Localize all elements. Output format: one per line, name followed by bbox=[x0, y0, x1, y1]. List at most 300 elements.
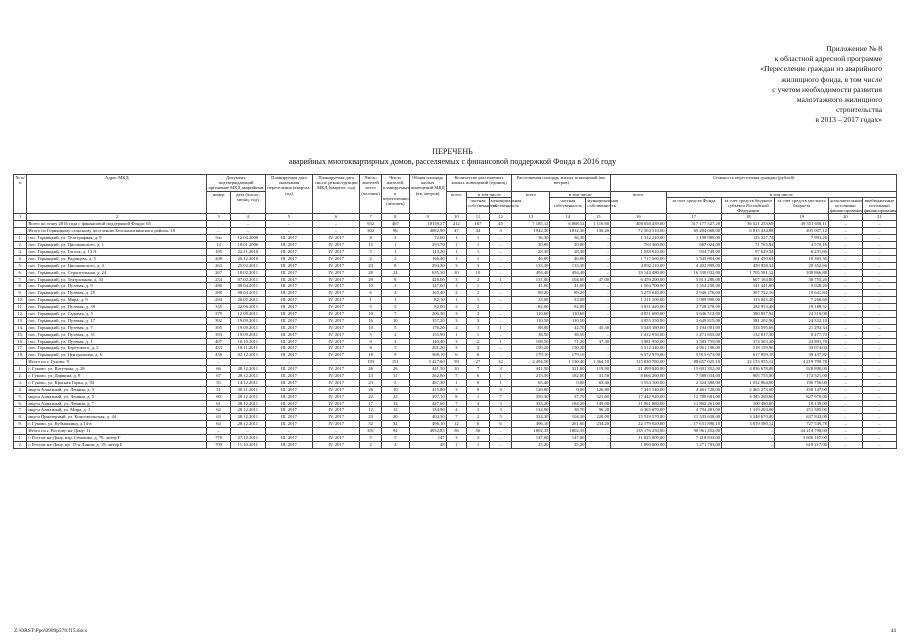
cell-dem: IV. 2017 bbox=[313, 393, 360, 400]
column-number: 17 bbox=[666, 214, 721, 221]
cell-ap: 38,50 bbox=[550, 331, 586, 338]
cell-rp: 3 bbox=[467, 435, 490, 442]
cell-no: 1. bbox=[14, 366, 27, 373]
cell-cl: 3 606 167,00 bbox=[775, 435, 828, 442]
column-number: 21 bbox=[862, 214, 896, 221]
cell-res: 32 bbox=[360, 421, 382, 428]
cell-dem: IV. 2017 bbox=[313, 235, 360, 242]
cell-ce: – bbox=[828, 386, 862, 393]
cell-end: III. 2017 bbox=[265, 269, 312, 276]
table-row bbox=[14, 317, 897, 324]
cell-plan: 151 bbox=[381, 359, 409, 366]
cell-cf: 11 862 261,00 bbox=[666, 400, 721, 407]
cell-cf: 3 649 815,00 bbox=[666, 317, 721, 324]
cell-ce: – bbox=[828, 290, 862, 297]
cell-cr: 381 202,90 bbox=[722, 317, 775, 324]
cell-no: 3. bbox=[14, 379, 27, 386]
cell-res: 22 bbox=[360, 393, 382, 400]
column-number-row bbox=[14, 214, 897, 221]
cell-dem: IV. 2017 bbox=[313, 283, 360, 290]
cell-area: 147 bbox=[409, 435, 446, 442]
cell-ct: 115 030 780,00 bbox=[611, 359, 666, 366]
cell-dem: IV. 2017 bbox=[313, 421, 360, 428]
cell-date: – bbox=[230, 228, 265, 235]
cell-at: 38,50 bbox=[512, 331, 550, 338]
cell-ct: 4 055 350,00 bbox=[611, 317, 666, 324]
column-number: 4 bbox=[230, 214, 265, 221]
cell-plan: 2 bbox=[381, 331, 409, 338]
cell-end: III. 2017 bbox=[265, 235, 312, 242]
cell-res: 15 bbox=[360, 242, 382, 249]
cell-ce: – bbox=[828, 269, 862, 276]
cell-at: 65,40 bbox=[512, 379, 550, 386]
cell-ap: 28,30 bbox=[550, 248, 586, 255]
cell-ap: 20,80 bbox=[550, 242, 586, 249]
cell-num: 288 bbox=[207, 290, 231, 297]
cell-rt: 3 bbox=[446, 435, 467, 442]
cell-at: 147,00 bbox=[512, 435, 550, 442]
cell-area: 72,60 bbox=[409, 235, 446, 242]
cell-ct: 4 892 110,00 bbox=[611, 262, 666, 269]
cell-cf: 3 583 755,00 bbox=[666, 338, 721, 345]
cell-rp: 2 bbox=[467, 338, 490, 345]
cell-plan: 1 bbox=[381, 242, 409, 249]
cell-cl: 24 310,08 bbox=[775, 311, 828, 318]
cell-ct: 72 504 510,00 bbox=[611, 228, 666, 235]
cell-ce: – bbox=[828, 283, 862, 290]
cell-plan: 467 bbox=[381, 221, 409, 228]
cell-ct: 1 890 000,00 bbox=[611, 441, 666, 448]
cell-rm: – bbox=[489, 428, 512, 435]
cell-end: III. 2017 bbox=[265, 255, 312, 262]
cell-dem: IV. 2017 bbox=[313, 400, 360, 407]
cell-res: 13 bbox=[360, 373, 382, 380]
cell-cr: 4 836 678,00 bbox=[722, 366, 775, 373]
cell-area: 467,30 bbox=[409, 379, 446, 386]
cell-at: 126,80 bbox=[512, 386, 550, 393]
cell-date: 12.04.2000 bbox=[230, 235, 265, 242]
cell-co: – bbox=[862, 435, 896, 442]
cell-cl: 10 305,36 bbox=[775, 255, 828, 262]
cell-rm: – bbox=[489, 262, 512, 269]
cell-date: 19.09.2011 bbox=[230, 317, 265, 324]
cell-rt: 212 bbox=[446, 221, 467, 228]
header-area-municipal: муниципальная собственность bbox=[586, 197, 611, 214]
cell-ap: 46,80 bbox=[550, 255, 586, 262]
cell-co: – bbox=[862, 311, 896, 318]
cell-cl: 19 139,00 bbox=[775, 400, 828, 407]
table-row bbox=[14, 386, 897, 393]
cell-cr: 617 859,18 bbox=[722, 352, 775, 359]
cell-dem: IV. 2017 bbox=[313, 304, 360, 311]
cell-rt: 1 bbox=[446, 297, 467, 304]
cell-no: 3. bbox=[14, 248, 27, 255]
table-row bbox=[14, 331, 897, 338]
cell-end: – bbox=[265, 359, 312, 366]
cell-rm: – bbox=[489, 248, 512, 255]
cell-no: 2. bbox=[14, 373, 27, 380]
cell-area: 166,40 bbox=[409, 255, 446, 262]
cell-co: – bbox=[862, 228, 896, 235]
table-row bbox=[14, 248, 897, 255]
cell-addr: пос. Горняцкий, ул. Путевая, д. 25 bbox=[27, 290, 207, 297]
cell-res: 18 bbox=[360, 352, 382, 359]
table-row bbox=[14, 400, 897, 407]
cell-ce: – bbox=[828, 379, 862, 386]
cell-addr: Итого по Горняцкому сельскому поселению Белокалитвинского района: 18 bbox=[27, 228, 207, 235]
cell-rt: 59 bbox=[446, 359, 467, 366]
cell-res: 17 bbox=[360, 400, 382, 407]
header-cost-extra: дополнительные источники финансирования bbox=[829, 197, 863, 214]
cell-cl: 7 266,60 bbox=[775, 297, 828, 304]
table-row bbox=[14, 345, 897, 352]
cell-dem: IV. 2017 bbox=[313, 311, 360, 318]
cell-area: 4082,90 bbox=[409, 228, 446, 235]
cell-rp: 2 bbox=[467, 414, 490, 421]
cell-ce: – bbox=[828, 331, 862, 338]
column-number: 10 bbox=[446, 214, 467, 221]
cell-rt: 3 bbox=[446, 317, 467, 324]
header-area: Расселяемая площадь жилых помещений (кв. метров) bbox=[512, 175, 611, 192]
cell-dem: IV. 2017 bbox=[313, 317, 360, 324]
cell-co: – bbox=[862, 400, 896, 407]
cell-area: 294,30 bbox=[409, 262, 446, 269]
cell-cf: 687 024,00 bbox=[666, 242, 721, 249]
cell-ce: – bbox=[828, 297, 862, 304]
cell-rt: 2 bbox=[446, 304, 467, 311]
appendix-line: жилищного фонда, в том числе bbox=[781, 74, 882, 84]
cell-am: 65,40 bbox=[586, 379, 611, 386]
cell-rp: 1 bbox=[467, 393, 490, 400]
cell-ap: 104,00 bbox=[550, 276, 586, 283]
column-number: 12 bbox=[489, 214, 512, 221]
cell-ap: 0,00 bbox=[550, 386, 586, 393]
cell-cf: 1 198 989,00 bbox=[666, 235, 721, 242]
column-number: 1 bbox=[14, 214, 27, 221]
cell-addr: пос. Горняцкий, ул. Мира, д. 9 bbox=[27, 297, 207, 304]
cell-plan: 5 bbox=[381, 345, 409, 352]
cell-num: 433 bbox=[207, 345, 231, 352]
table-row bbox=[14, 414, 897, 421]
cell-num: 61 bbox=[207, 400, 231, 407]
cell-res: 26 bbox=[360, 366, 382, 373]
cell-plan: 94 bbox=[381, 428, 409, 435]
cell-at: 1942,30 bbox=[512, 228, 550, 235]
cell-rp: 1 bbox=[467, 255, 490, 262]
cell-num: 51 bbox=[207, 386, 231, 393]
cell-no: 1. bbox=[14, 435, 27, 442]
cell-addr: пос. Горняцкий, ул. Путевая, д. 1 bbox=[27, 338, 207, 345]
cell-plan: 5 bbox=[381, 435, 409, 442]
cell-end: III. 2017 bbox=[265, 276, 312, 283]
cell-am: 126,80 bbox=[586, 386, 611, 393]
cell-cl: 29 352,66 bbox=[775, 262, 828, 269]
cell-rm: 3 bbox=[489, 407, 512, 414]
cell-cl: 928 890,00 bbox=[775, 366, 828, 373]
cell-ap: 41,00 bbox=[550, 283, 586, 290]
cell-am: 119,90 bbox=[586, 366, 611, 373]
cell-rp: 1 bbox=[467, 441, 490, 448]
table-row bbox=[14, 242, 897, 249]
cell-rm: – bbox=[489, 311, 512, 318]
cell-rp: 6 bbox=[467, 373, 490, 380]
cell-ce: – bbox=[828, 400, 862, 407]
cell-res: 23 bbox=[360, 414, 382, 421]
cell-date: 12.09.2011 bbox=[230, 311, 265, 318]
cell-cr: 71 765,84 bbox=[722, 242, 775, 249]
cell-res: 26 bbox=[360, 386, 382, 393]
cell-ap: 182,00 bbox=[550, 373, 586, 380]
cell-at: 1802,35 bbox=[512, 428, 550, 435]
cell-at: 88,00 bbox=[512, 324, 550, 331]
cell-addr: мкр-н Алмазный, ул. Ленина, д. 3 bbox=[27, 386, 207, 393]
cell-rm: – bbox=[489, 235, 512, 242]
cell-no: 2. bbox=[14, 242, 27, 249]
cell-no: 4. bbox=[14, 255, 27, 262]
cell-co: – bbox=[862, 441, 896, 448]
cell-am: 321,60 bbox=[586, 393, 611, 400]
cell-rt: 1 bbox=[446, 441, 467, 448]
cell-rt: 1 bbox=[446, 331, 467, 338]
cell-at: 82,00 bbox=[512, 304, 550, 311]
cell-dem: IV. 2017 bbox=[313, 324, 360, 331]
cell-dem: IV. 2017 bbox=[313, 435, 360, 442]
cell-ap: 0,00 bbox=[550, 379, 586, 386]
header-area-incl: в том числе bbox=[550, 191, 611, 197]
cell-cl: 7 993,26 bbox=[775, 235, 828, 242]
table-row bbox=[14, 441, 897, 448]
cell-num: 67 bbox=[207, 373, 231, 380]
cell-addr: г. Ростов-на-Дону, пр. 15-я Линия, д. 19, литер Б bbox=[27, 441, 207, 448]
cell-res: 12 bbox=[360, 407, 382, 414]
cell-cl: 4 570,16 bbox=[775, 242, 828, 249]
cell-no bbox=[14, 221, 27, 228]
cell-addr: пос. Горняцкий, ул. Циолковского, д. 3 bbox=[27, 262, 207, 269]
cell-at: 213,50 bbox=[512, 373, 550, 380]
cell-res: 16 bbox=[360, 317, 382, 324]
cell-ap: 82,00 bbox=[550, 304, 586, 311]
cell-rt: 12 bbox=[446, 421, 467, 428]
table-row bbox=[14, 338, 897, 345]
cell-at: 359,30 bbox=[512, 393, 550, 400]
cell-res: 2 bbox=[360, 441, 382, 448]
cell-no: 16. bbox=[14, 338, 27, 345]
cell-no: 1. bbox=[14, 235, 27, 242]
cell-ct: 8 666 260,00 bbox=[611, 373, 666, 380]
column-number: 13 bbox=[512, 214, 550, 221]
cell-ct: 763 360,00 bbox=[611, 242, 666, 249]
cell-num: 14 bbox=[207, 242, 231, 249]
cell-no: 10. bbox=[14, 297, 27, 304]
cell-plan: 10 bbox=[381, 386, 409, 393]
header-rooms-incl: в том числе bbox=[467, 191, 512, 197]
cell-am: – bbox=[586, 262, 611, 269]
cell-ct: 7 345 140,00 bbox=[611, 386, 666, 393]
cell-plan: 10 bbox=[381, 317, 409, 324]
cell-area: 3 427,60 bbox=[409, 359, 446, 366]
cell-cl: 618 217,00 bbox=[775, 441, 828, 448]
table-row bbox=[14, 221, 897, 228]
cell-plan: 20 bbox=[381, 414, 409, 421]
cell-rm: 3 bbox=[489, 400, 512, 407]
cell-cf: 4 402 899,00 bbox=[666, 262, 721, 269]
cell-rm: – bbox=[489, 283, 512, 290]
cell-at: 494,40 bbox=[512, 269, 550, 276]
cell-cf: 4 461 720,00 bbox=[666, 386, 721, 393]
cell-rp: 0 bbox=[467, 379, 490, 386]
cell-rt: 10 bbox=[446, 269, 467, 276]
cell-ce: – bbox=[828, 421, 862, 428]
cell-end: – bbox=[265, 428, 312, 435]
column-number: 5 bbox=[265, 214, 312, 221]
column-number: 11 bbox=[467, 214, 490, 221]
cell-date: – bbox=[230, 221, 265, 228]
cell-plan: 9 bbox=[381, 352, 409, 359]
cell-cr: 100 480,00 bbox=[722, 400, 775, 407]
cell-ce: – bbox=[828, 414, 862, 421]
cell-addr: мкр-н Алмазный, ул. Мира, д. 3 bbox=[27, 407, 207, 414]
cell-no: 15. bbox=[14, 331, 27, 338]
cell-rp: 2 bbox=[467, 276, 490, 283]
cell-cf: 2 946 276,00 bbox=[666, 290, 721, 297]
cell-ct: 3 031 420,00 bbox=[611, 304, 666, 311]
cell-cf: 2 728 278,00 bbox=[666, 304, 721, 311]
cell-plan: 5 bbox=[381, 379, 409, 386]
cell-no: 4. bbox=[14, 386, 27, 393]
cell-plan: 2 bbox=[381, 283, 409, 290]
cell-cr: 3 819 580,12 bbox=[722, 421, 775, 428]
cell-plan: 11 bbox=[381, 373, 409, 380]
cell-num: 458 bbox=[207, 352, 231, 359]
cell-co: – bbox=[862, 304, 896, 311]
cell-num: 64 bbox=[207, 421, 231, 428]
cell-at: 89,20 bbox=[512, 290, 550, 297]
cell-rt: 1 bbox=[446, 283, 467, 290]
cell-num: 267 bbox=[207, 269, 231, 276]
cell-ct: 11 961 880,00 bbox=[611, 400, 666, 407]
cell-res: 6 bbox=[360, 290, 382, 297]
cell-rt: 2 bbox=[446, 290, 467, 297]
cell-cr: 1 032 964,00 bbox=[722, 379, 775, 386]
cell-rt: 1 bbox=[446, 242, 467, 249]
cell-ct: 3 273 640,00 bbox=[611, 290, 666, 297]
cell-rm: – bbox=[489, 352, 512, 359]
cell-rm: 1 bbox=[489, 338, 512, 345]
cell-plan: 2 bbox=[381, 255, 409, 262]
cell-addr: пос. Горняцкий, ул. Путевая, д. 9 bbox=[27, 283, 207, 290]
cell-cr: 113 843,40 bbox=[722, 297, 775, 304]
cell-addr: Итого по г. Гуково: 9 bbox=[27, 359, 207, 366]
appendix-line: малоэтажного жилищного bbox=[796, 95, 882, 105]
cell-am: 31,50 bbox=[586, 373, 611, 380]
column-number: 9 bbox=[409, 214, 446, 221]
cell-date: 18.02.2011 bbox=[230, 269, 265, 276]
cell-cr: 518 159,96 bbox=[722, 345, 775, 352]
cell-ap: 42,70 bbox=[550, 324, 586, 331]
cell-dem: – bbox=[313, 428, 360, 435]
cell-res: 8 bbox=[360, 235, 382, 242]
cell-ce: – bbox=[828, 366, 862, 373]
cell-ap: 110,50 bbox=[550, 317, 586, 324]
cell-cl: 18 188,52 bbox=[775, 304, 828, 311]
header-cost-fund: за счет средств Фонда bbox=[666, 197, 721, 214]
cell-plan: 8 bbox=[381, 262, 409, 269]
cell-at: 110,60 bbox=[512, 311, 550, 318]
cell-rm: – bbox=[489, 345, 512, 352]
cell-addr: пос. Горняцкий, ул. Строительная, д. 24 bbox=[27, 269, 207, 276]
cell-cl: 9 028,20 bbox=[775, 283, 828, 290]
cell-num: 392 bbox=[207, 317, 231, 324]
cell-ce: – bbox=[828, 393, 862, 400]
cell-co: – bbox=[862, 262, 896, 269]
cell-cf: 1 271 655,00 bbox=[666, 331, 721, 338]
cell-date: 28.12.2011 bbox=[230, 366, 265, 373]
cell-cr: 307 722,16 bbox=[722, 290, 775, 297]
cell-am: – bbox=[586, 255, 611, 262]
cell-rm: 3 bbox=[489, 366, 512, 373]
cell-num: 294 bbox=[207, 297, 231, 304]
cell-num: 395 bbox=[207, 324, 231, 331]
column-number: 6 bbox=[313, 214, 360, 221]
cell-end: III. 2017 bbox=[265, 366, 312, 373]
cell-date: 19.09.2011 bbox=[230, 324, 265, 331]
cell-rp: 1 bbox=[467, 297, 490, 304]
cell-cr: 3 348 670,00 bbox=[722, 414, 775, 421]
cell-date: 08.04.2011 bbox=[230, 283, 265, 290]
cell-end: III. 2017 bbox=[265, 311, 312, 318]
cell-ce: – bbox=[828, 221, 862, 228]
cell-cl: 108 866,88 bbox=[775, 269, 828, 276]
cell-plan: 7 bbox=[381, 311, 409, 318]
cell-co: – bbox=[862, 297, 896, 304]
cell-rp: 6 bbox=[467, 352, 490, 359]
cell-end: III. 2017 bbox=[265, 283, 312, 290]
cell-dem: IV. 2017 bbox=[313, 366, 360, 373]
cell-cr: – bbox=[722, 428, 775, 435]
cell-no: 2. bbox=[14, 441, 27, 448]
cell-rt: 6 bbox=[446, 352, 467, 359]
cell-rp: 0 bbox=[467, 386, 490, 393]
cell-rp: 4 bbox=[467, 400, 490, 407]
document-subtitle: аварийных многоквартирных домов, расселяемых с финансовой поддержкой Фонда в 2016 году bbox=[288, 157, 617, 166]
cell-area: 441,50 bbox=[409, 366, 446, 373]
cell-cf: 16 330 032,00 bbox=[666, 269, 721, 276]
cell-rt: 7 bbox=[446, 414, 467, 421]
cell-cl: 33 074,04 bbox=[775, 345, 828, 352]
cell-num: 55 bbox=[207, 379, 231, 386]
cell-am: – bbox=[586, 428, 611, 435]
cell-co: – bbox=[862, 331, 896, 338]
table-row bbox=[14, 366, 897, 373]
cell-rm: 3 bbox=[489, 386, 512, 393]
cell-ce: – bbox=[828, 352, 862, 359]
cell-co: – bbox=[862, 276, 896, 283]
cell-addr: пос. Горняцкий, ул. Путевая, д. 31 bbox=[27, 331, 207, 338]
appendix-block bbox=[592, 44, 882, 126]
cell-co: – bbox=[862, 366, 896, 373]
cell-cr: 161 450,64 bbox=[722, 255, 775, 262]
cell-cf: 2 324 380,00 bbox=[666, 379, 721, 386]
cell-rm: – bbox=[489, 297, 512, 304]
cell-am: 37,30 bbox=[586, 338, 611, 345]
cell-no: 5. bbox=[14, 393, 27, 400]
cell-num: 66 bbox=[207, 366, 231, 373]
cell-cr: 380 857,92 bbox=[722, 311, 775, 318]
cell-ce: – bbox=[828, 235, 862, 242]
cell-end: III. 2017 bbox=[265, 262, 312, 269]
cell-addr: пос. Горняцкий, ул. Берегового, д. 5 bbox=[27, 345, 207, 352]
cell-addr: г. Ростов-на-Дону, пер. Семашко, д. 78, литер Г bbox=[27, 435, 207, 442]
